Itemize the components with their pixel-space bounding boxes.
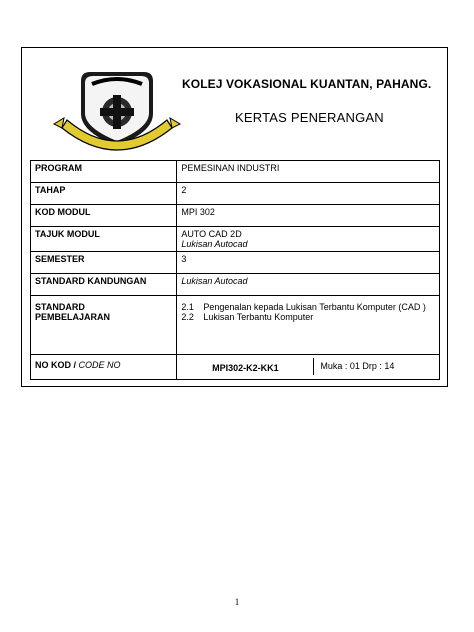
table-row — [31, 355, 440, 380]
page-count: Muka : 01 Drp : 14 — [320, 361, 395, 371]
no-kod-label-bold: NO KOD / — [35, 360, 79, 370]
tajuk-modul-main: AUTO CAD 2D — [181, 229, 242, 239]
tahap-label: TAHAP — [31, 183, 177, 205]
document-title: KERTAS PENERANGAN — [235, 110, 384, 125]
list-item-text: Lukisan Terbantu Komputer — [203, 312, 314, 322]
list-item-number: 2.2 — [181, 312, 194, 322]
standard-pembelajaran-label — [31, 296, 177, 355]
no-kod-label-italic: CODE NO — [78, 360, 121, 370]
page-number: 1 — [234, 597, 240, 607]
standard-pembelajaran-label-line1: STANDARD — [35, 302, 85, 312]
standard-pembelajaran-label-line2: PEMBELAJARAN — [35, 312, 111, 322]
table-row — [31, 274, 440, 296]
semester-value: 3 — [177, 252, 440, 274]
list-item-number: 2.1 — [181, 302, 194, 312]
module-info-table — [30, 160, 440, 380]
kod-modul-value: MPI 302 — [177, 205, 440, 227]
standard-kandungan-label: STANDARD KANDUNGAN — [31, 274, 177, 296]
tajuk-modul-value — [177, 227, 440, 252]
no-kod-label — [31, 355, 177, 380]
table-row — [31, 183, 440, 205]
list-item-text: Pengenalan kepada Lukisan Terbantu Komputer (CAD ) — [203, 302, 426, 312]
program-value: PEMESINAN INDUSTRI — [177, 161, 440, 183]
program-label: PROGRAM — [31, 161, 177, 183]
tajuk-modul-sub: Lukisan Autocad — [181, 239, 248, 249]
table-row — [31, 161, 440, 183]
document-code: MPI302-K2-KK1 — [177, 358, 314, 375]
kod-modul-label: KOD MODUL — [31, 205, 177, 227]
table-row — [31, 205, 440, 227]
document-header — [22, 48, 447, 158]
table-row — [31, 227, 440, 252]
tajuk-modul-label: TAJUK MODUL — [31, 227, 177, 252]
college-logo — [52, 66, 182, 156]
list-item — [181, 312, 435, 322]
no-kod-value — [177, 355, 440, 380]
list-item — [181, 302, 435, 312]
institution-name: KOLEJ VOKASIONAL KUANTAN, PAHANG. — [182, 77, 432, 91]
no-kod-cell — [181, 360, 435, 373]
tahap-value: 2 — [177, 183, 440, 205]
table-row — [31, 296, 440, 355]
semester-label: SEMESTER — [31, 252, 177, 274]
standard-pembelajaran-value — [177, 296, 440, 355]
table-row — [31, 252, 440, 274]
document-frame — [21, 47, 448, 387]
standard-kandungan-value: Lukisan Autocad — [177, 274, 440, 296]
